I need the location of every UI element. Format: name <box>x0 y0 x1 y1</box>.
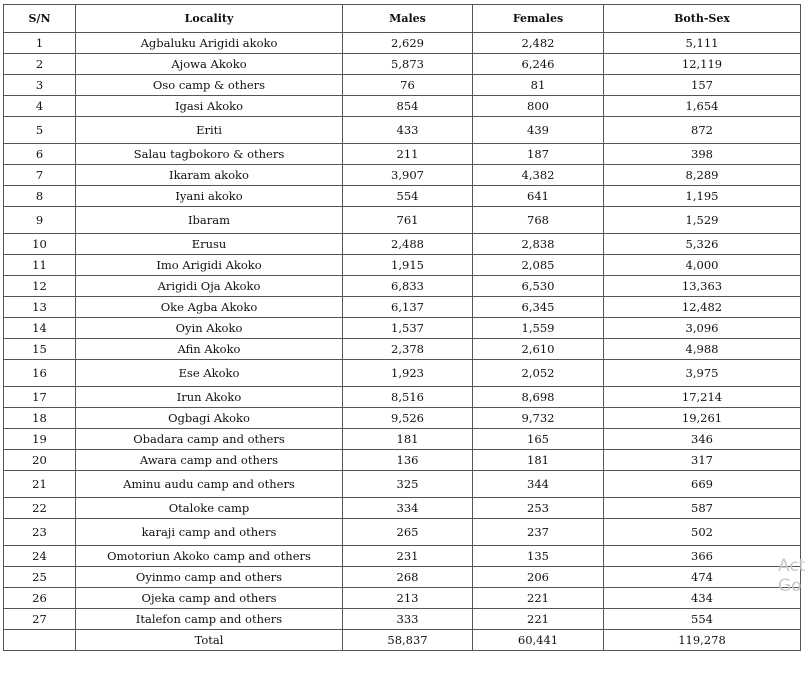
row-sn: 18 <box>4 408 76 429</box>
row-females: 6,530 <box>473 276 604 297</box>
row-locality: Ojeka camp and others <box>76 588 343 609</box>
total-label: Total <box>76 630 343 651</box>
row-males: 433 <box>343 117 473 144</box>
row-both-sex: 872 <box>604 117 801 144</box>
row-locality: Oso camp & others <box>76 75 343 96</box>
row-males: 5,873 <box>343 54 473 75</box>
row-males: 6,833 <box>343 276 473 297</box>
row-males: 2,378 <box>343 339 473 360</box>
table-row <box>4 498 801 519</box>
row-both-sex: 5,111 <box>604 33 801 54</box>
table-row <box>4 360 801 387</box>
row-locality: Oyinmo camp and others <box>76 567 343 588</box>
row-males: 8,516 <box>343 387 473 408</box>
table-row <box>4 276 801 297</box>
row-locality: Erusu <box>76 234 343 255</box>
row-locality: Agbaluku Arigidi akoko <box>76 33 343 54</box>
row-sn: 22 <box>4 498 76 519</box>
table-row <box>4 387 801 408</box>
row-males: 2,488 <box>343 234 473 255</box>
row-locality: Afin Akoko <box>76 339 343 360</box>
row-males: 213 <box>343 588 473 609</box>
table-row <box>4 408 801 429</box>
table-row <box>4 207 801 234</box>
row-both-sex: 434 <box>604 588 801 609</box>
row-sn: 4 <box>4 96 76 117</box>
row-males: 211 <box>343 144 473 165</box>
row-sn: 14 <box>4 318 76 339</box>
row-females: 181 <box>473 450 604 471</box>
population-table <box>3 4 801 651</box>
row-locality: Igasi Akoko <box>76 96 343 117</box>
table-row <box>4 186 801 207</box>
row-sn: 3 <box>4 75 76 96</box>
row-locality: karaji camp and others <box>76 519 343 546</box>
row-sn: 20 <box>4 450 76 471</box>
row-males: 334 <box>343 498 473 519</box>
row-males: 3,907 <box>343 165 473 186</box>
row-males: 76 <box>343 75 473 96</box>
row-both-sex: 3,975 <box>604 360 801 387</box>
row-sn: 25 <box>4 567 76 588</box>
row-locality: Arigidi Oja Akoko <box>76 276 343 297</box>
table-row <box>4 165 801 186</box>
row-males: 2,629 <box>343 33 473 54</box>
row-sn: 2 <box>4 54 76 75</box>
row-sn: 7 <box>4 165 76 186</box>
row-females: 81 <box>473 75 604 96</box>
row-sn: 8 <box>4 186 76 207</box>
header-row <box>4 5 801 33</box>
row-sn: 5 <box>4 117 76 144</box>
row-locality: Oke Agba Akoko <box>76 297 343 318</box>
row-both-sex: 3,096 <box>604 318 801 339</box>
row-both-sex: 669 <box>604 471 801 498</box>
row-males: 231 <box>343 546 473 567</box>
row-both-sex: 13,363 <box>604 276 801 297</box>
row-locality: Ikaram akoko <box>76 165 343 186</box>
table-row <box>4 144 801 165</box>
row-females: 2,610 <box>473 339 604 360</box>
table-row <box>4 588 801 609</box>
total-males: 58,837 <box>343 630 473 651</box>
row-both-sex: 12,119 <box>604 54 801 75</box>
row-sn: 1 <box>4 33 76 54</box>
row-females: 2,838 <box>473 234 604 255</box>
row-sn: 9 <box>4 207 76 234</box>
row-locality: Aminu audu camp and others <box>76 471 343 498</box>
table-row <box>4 33 801 54</box>
row-males: 1,915 <box>343 255 473 276</box>
row-males: 333 <box>343 609 473 630</box>
row-females: 641 <box>473 186 604 207</box>
row-both-sex: 8,289 <box>604 165 801 186</box>
row-females: 439 <box>473 117 604 144</box>
table-row <box>4 255 801 276</box>
row-locality: Ese Akoko <box>76 360 343 387</box>
row-females: 6,345 <box>473 297 604 318</box>
row-sn: 23 <box>4 519 76 546</box>
header-males: Males <box>343 5 473 33</box>
row-locality: Ogbagi Akoko <box>76 408 343 429</box>
row-locality: Imo Arigidi Akoko <box>76 255 343 276</box>
row-both-sex: 317 <box>604 450 801 471</box>
row-locality: Italefon camp and others <box>76 609 343 630</box>
row-locality: Eriti <box>76 117 343 144</box>
row-sn: 19 <box>4 429 76 450</box>
row-females: 800 <box>473 96 604 117</box>
watermark-line-2: Go <box>778 576 802 596</box>
table-row <box>4 318 801 339</box>
row-sn: 11 <box>4 255 76 276</box>
row-males: 6,137 <box>343 297 473 318</box>
table-row <box>4 450 801 471</box>
row-locality: Ajowa Akoko <box>76 54 343 75</box>
row-females: 768 <box>473 207 604 234</box>
total-sn <box>4 630 76 651</box>
table-row <box>4 297 801 318</box>
row-locality: Ibaram <box>76 207 343 234</box>
row-locality: Awara camp and others <box>76 450 343 471</box>
row-females: 2,482 <box>473 33 604 54</box>
row-both-sex: 366 <box>604 546 801 567</box>
row-males: 554 <box>343 186 473 207</box>
row-sn: 6 <box>4 144 76 165</box>
row-females: 206 <box>473 567 604 588</box>
table-row <box>4 75 801 96</box>
row-both-sex: 346 <box>604 429 801 450</box>
row-females: 221 <box>473 588 604 609</box>
row-both-sex: 1,529 <box>604 207 801 234</box>
table-row <box>4 546 801 567</box>
header-locality: Locality <box>76 5 343 33</box>
row-both-sex: 157 <box>604 75 801 96</box>
row-females: 2,085 <box>473 255 604 276</box>
watermark-line-1: Act <box>778 556 806 576</box>
row-sn: 12 <box>4 276 76 297</box>
row-females: 344 <box>473 471 604 498</box>
table-row <box>4 54 801 75</box>
row-sn: 27 <box>4 609 76 630</box>
total-both-sex: 119,278 <box>604 630 801 651</box>
row-both-sex: 4,988 <box>604 339 801 360</box>
row-sn: 13 <box>4 297 76 318</box>
row-sn: 17 <box>4 387 76 408</box>
table-row <box>4 117 801 144</box>
table-row <box>4 567 801 588</box>
row-females: 2,052 <box>473 360 604 387</box>
row-locality: Obadara camp and others <box>76 429 343 450</box>
row-males: 325 <box>343 471 473 498</box>
row-males: 268 <box>343 567 473 588</box>
row-locality: Omotoriun Akoko camp and others <box>76 546 343 567</box>
row-females: 221 <box>473 609 604 630</box>
row-both-sex: 554 <box>604 609 801 630</box>
row-locality: Salau tagbokoro & others <box>76 144 343 165</box>
row-males: 854 <box>343 96 473 117</box>
table-row <box>4 234 801 255</box>
row-both-sex: 398 <box>604 144 801 165</box>
row-females: 187 <box>473 144 604 165</box>
total-row <box>4 630 801 651</box>
table-row <box>4 96 801 117</box>
row-locality: Irun Akoko <box>76 387 343 408</box>
table-row <box>4 429 801 450</box>
row-males: 761 <box>343 207 473 234</box>
row-sn: 15 <box>4 339 76 360</box>
row-females: 165 <box>473 429 604 450</box>
row-both-sex: 4,000 <box>604 255 801 276</box>
table-row <box>4 339 801 360</box>
table-row <box>4 609 801 630</box>
row-females: 9,732 <box>473 408 604 429</box>
row-males: 1,923 <box>343 360 473 387</box>
row-both-sex: 5,326 <box>604 234 801 255</box>
watermark-text <box>778 556 805 596</box>
row-females: 1,559 <box>473 318 604 339</box>
row-males: 136 <box>343 450 473 471</box>
row-both-sex: 502 <box>604 519 801 546</box>
row-males: 9,526 <box>343 408 473 429</box>
row-sn: 16 <box>4 360 76 387</box>
row-females: 253 <box>473 498 604 519</box>
header-sn: S/N <box>4 5 76 33</box>
row-sn: 21 <box>4 471 76 498</box>
row-females: 6,246 <box>473 54 604 75</box>
table-row <box>4 519 801 546</box>
row-locality: Iyani akoko <box>76 186 343 207</box>
row-males: 265 <box>343 519 473 546</box>
header-females: Females <box>473 5 604 33</box>
total-females: 60,441 <box>473 630 604 651</box>
row-males: 181 <box>343 429 473 450</box>
row-sn: 10 <box>4 234 76 255</box>
row-both-sex: 1,195 <box>604 186 801 207</box>
row-males: 1,537 <box>343 318 473 339</box>
row-both-sex: 17,214 <box>604 387 801 408</box>
row-females: 4,382 <box>473 165 604 186</box>
row-locality: Otaloke camp <box>76 498 343 519</box>
row-sn: 24 <box>4 546 76 567</box>
row-both-sex: 1,654 <box>604 96 801 117</box>
table-row <box>4 471 801 498</box>
row-locality: Oyin Akoko <box>76 318 343 339</box>
row-both-sex: 12,482 <box>604 297 801 318</box>
row-both-sex: 19,261 <box>604 408 801 429</box>
row-both-sex: 474 <box>604 567 801 588</box>
row-sn: 26 <box>4 588 76 609</box>
row-females: 8,698 <box>473 387 604 408</box>
header-both-sex: Both-Sex <box>604 5 801 33</box>
row-females: 237 <box>473 519 604 546</box>
row-females: 135 <box>473 546 604 567</box>
row-both-sex: 587 <box>604 498 801 519</box>
